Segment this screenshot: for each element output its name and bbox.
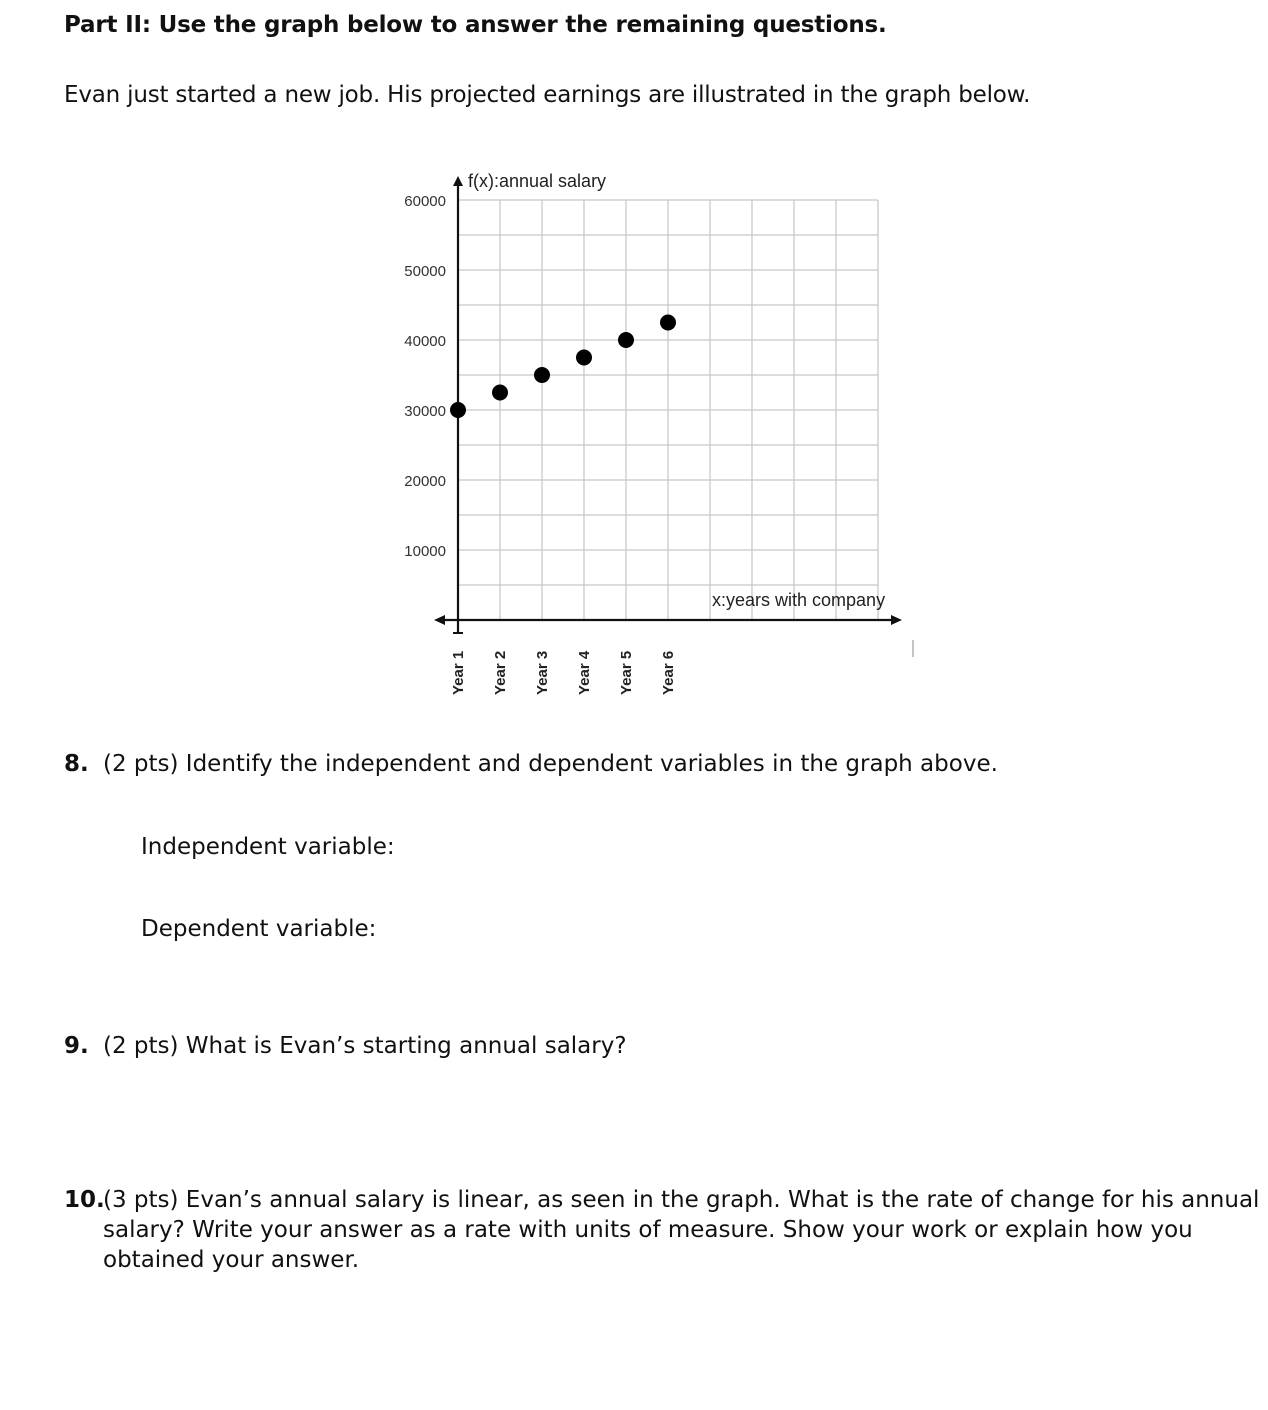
chart-points bbox=[450, 315, 676, 419]
x-tick-label: Year 6 bbox=[660, 650, 677, 695]
question-10-line-2: salary? Write your answer as a rate with units of measure. Show your work or explain how you bbox=[103, 1217, 1193, 1243]
x-tick-label: Year 2 bbox=[492, 650, 509, 695]
y-axis-label: f(x):annual salary bbox=[468, 171, 607, 191]
data-point bbox=[450, 402, 466, 418]
dependent-variable-label: Dependent variable: bbox=[141, 916, 377, 942]
y-tick-label: 40000 bbox=[404, 333, 446, 350]
y-tick-label: 60000 bbox=[404, 193, 446, 210]
x-axis-left-arrow-icon bbox=[434, 615, 445, 625]
data-point bbox=[492, 385, 508, 401]
question-10-number: 10. bbox=[64, 1187, 105, 1213]
x-tick-label: Year 1 bbox=[450, 650, 467, 695]
intro-text: Evan just started a new job. His projected earnings are illustrated in the graph below. bbox=[64, 82, 1031, 108]
y-tick-label: 10000 bbox=[404, 543, 446, 560]
part-title: Part II: Use the graph below to answer the remaining questions. bbox=[64, 12, 887, 38]
x-tick-label: Year 5 bbox=[618, 650, 635, 695]
y-tick-label: 30000 bbox=[404, 403, 446, 420]
question-9-text: (2 pts) What is Evan’s starting annual salary? bbox=[103, 1033, 627, 1059]
chart-grid bbox=[458, 200, 878, 620]
x-axis-label: x:years with company bbox=[712, 590, 886, 610]
question-8-text: (2 pts) Identify the independent and dependent variables in the graph above. bbox=[103, 751, 998, 777]
question-9-number: 9. bbox=[64, 1033, 89, 1059]
x-tick-label: Year 3 bbox=[534, 650, 551, 695]
question-10-line-1: (3 pts) Evan’s annual salary is linear, as seen in the graph. What is the rate of change for his annual bbox=[103, 1187, 1260, 1213]
question-10-text bbox=[103, 1185, 1259, 1275]
data-point bbox=[534, 367, 550, 383]
y-axis-arrow-icon bbox=[453, 176, 463, 186]
data-point bbox=[660, 315, 676, 331]
x-axis-right-arrow-icon bbox=[891, 615, 902, 625]
y-tick-label: 50000 bbox=[404, 263, 446, 280]
independent-variable-label: Independent variable: bbox=[141, 834, 395, 860]
question-8-number: 8. bbox=[64, 751, 89, 777]
x-tick-label: Year 4 bbox=[576, 650, 593, 695]
question-10-line-3: obtained your answer. bbox=[103, 1247, 360, 1273]
y-tick-label: 20000 bbox=[404, 473, 446, 490]
data-point bbox=[618, 332, 634, 348]
data-point bbox=[576, 350, 592, 366]
